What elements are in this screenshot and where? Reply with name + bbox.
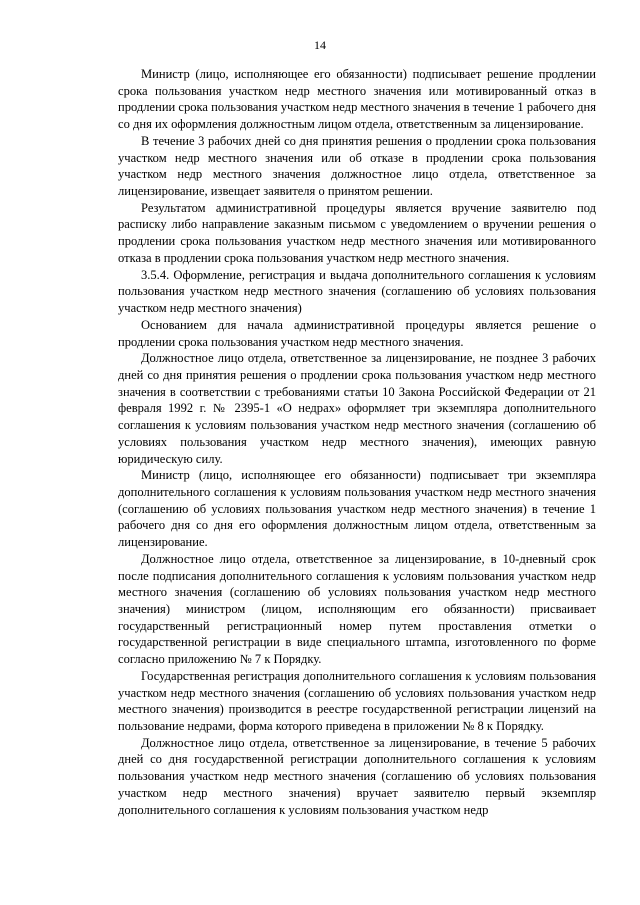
paragraph-last: Должностное лицо отдела, ответственное за лицензирование, в течение 5 рабочих дней со дня государственной регистрации дополнительного соглашения к условиям пользования участком недр местного значения (соглашению об условиях пользования участком недр местного значения) вручает заявителю первый экземпляр дополнительного соглашения к условиям пользования участком недр <box>118 735 596 817</box>
document-body <box>118 66 596 818</box>
paragraph: Министр (лицо, исполняющее его обязанности) подписывает три экземпляра дополнительного соглашения к условиям пользования участком недр местного значения (соглашению об условиях пользования участком недр местного значения) в течение 1 рабочего дня со дня его оформления должностным лицом отдела, ответственным за лицензирование. <box>118 468 596 550</box>
paragraph: Должностное лицо отдела, ответственное за лицензирование, не позднее 3 рабочих дней со дня принятия решения о продлении срока пользования участком недр местного значения в соответствии с требованиями статьи 10 Закона Российской Федерации от 21 февраля 1992 г. № 2395-1 «О недрах» оформляет три экземпляра дополнительного соглашения к условиям пользования участком недр местного значения (соглашению об условиях пользования участком недр местного значения), имеющих равную юридическую силу. <box>118 351 596 466</box>
paragraph: В течение 3 рабочих дней со дня принятия решения о продлении срока пользования участком недр местного значения или об отказе в продлении срока пользования участком недр местного значения должностное лицо отдела, ответственное за лицензирование, извещает заявителя о принятом решении. <box>118 133 596 199</box>
paragraph: Результатом административной процедуры является вручение заявителю под расписку либо направление заказным письмом с уведомлением о вручении решения о продлении срока пользования участком недр местного значения или мотивированного отказа в продлении срока пользования участком недр местного значения. <box>118 200 596 265</box>
section-heading-3-5-4: 3.5.4. Оформление, регистрация и выдача дополнительного соглашения к условиям пользования участком недр местного значения (соглашению об условиях пользования участком недр местного значения) <box>118 267 596 316</box>
paragraph: Должностное лицо отдела, ответственное за лицензирование, в 10-дневный срок после подписания дополнительного соглашения к условиям пользования участком недр местного значения (соглашению об условиях пользования участком недр местного значения) министром (лицом, исполняющим его обязанности) присваивает государственный регистрационный номер путем проставления отметки о государственной регистрации в виде специального штампа, изготовленного по форме согласно приложению № 7 к Порядку. <box>118 551 596 667</box>
page-number: 14 <box>314 38 326 52</box>
paragraph: Основанием для начала административной процедуры является решение о продлении срока пользования участком недр местного значения. <box>118 317 596 349</box>
paragraph: Государственная регистрация дополнительного соглашения к условиям пользования участком недр местного значения (соглашению об условиях пользования участком недр местного значения) производится в реестре государственной регистрации лицензий на пользование недрами, форма которого приведена в приложении № 8 к Порядку. <box>118 668 596 734</box>
paragraph: Министр (лицо, исполняющее его обязанности) подписывает решение продлении срока пользования участком недр местного значения или мотивированный отказ в продлении срока пользования участком недр местного значения в течение 1 рабочего дня со дня их оформления должностным лицом отдела, ответственным за лицензирование. <box>118 67 596 132</box>
